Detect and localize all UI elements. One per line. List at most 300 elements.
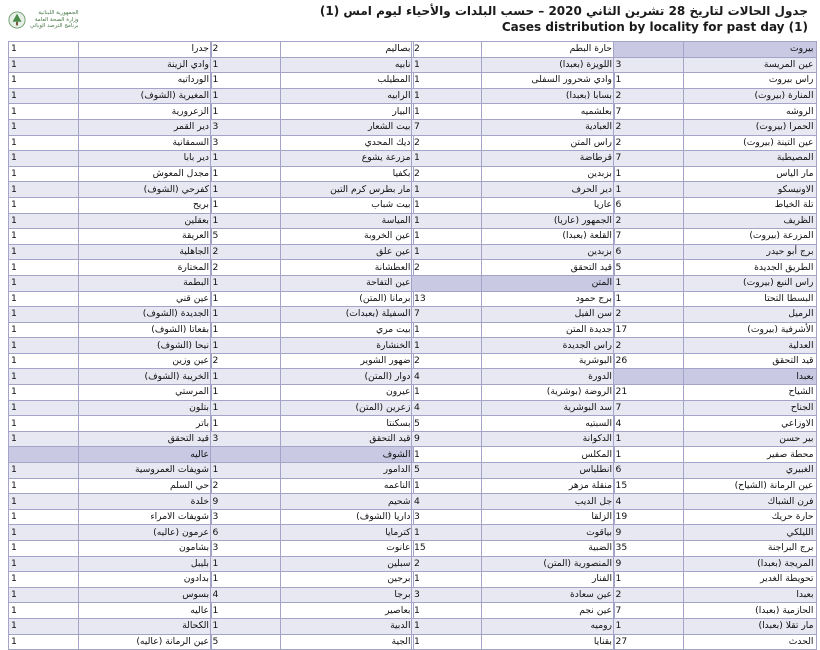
locality-name: ضهور الشوير xyxy=(280,353,413,369)
case-count: 1 xyxy=(9,275,79,291)
case-count: 1 xyxy=(613,431,683,447)
case-count: 19 xyxy=(613,509,683,525)
case-count: 35 xyxy=(613,541,683,557)
case-count: 1 xyxy=(412,197,482,213)
case-count: 1 xyxy=(9,291,79,307)
locality-name: دير القمر xyxy=(79,119,212,135)
case-count: 1 xyxy=(9,353,79,369)
case-count: 1 xyxy=(9,572,79,588)
locality-name: بكفيا xyxy=(280,166,413,182)
case-count: 2 xyxy=(210,353,280,369)
locality-name: نيحا (الشوف) xyxy=(79,338,212,354)
locality-name: بصاليم xyxy=(280,42,413,58)
locality-name: عين الخروبة xyxy=(280,229,413,245)
case-count: 5 xyxy=(412,416,482,432)
case-count: 1 xyxy=(210,291,280,307)
table-row xyxy=(613,197,816,213)
locality-name: بعلشميه xyxy=(482,104,615,120)
case-count: 4 xyxy=(210,587,280,603)
locality-name: دير بابا xyxy=(79,151,212,167)
table-row xyxy=(412,478,615,494)
table-row xyxy=(210,634,413,650)
table-row xyxy=(210,291,413,307)
locality-name: الدامور xyxy=(280,463,413,479)
locality-name: بتلون xyxy=(79,400,212,416)
locality-name: عين سعادة xyxy=(482,587,615,603)
locality-name: المنارة (بيروت) xyxy=(683,88,816,104)
table-row xyxy=(412,618,615,634)
case-count: 1 xyxy=(412,229,482,245)
case-count: 9 xyxy=(210,494,280,510)
case-count: 1 xyxy=(210,57,280,73)
table-row xyxy=(210,42,413,58)
cases-table xyxy=(411,41,615,650)
locality-name: قيد التحقق xyxy=(280,431,413,447)
table-row xyxy=(210,494,413,510)
table-row xyxy=(9,634,212,650)
case-count: 1 xyxy=(9,509,79,525)
locality-name: عاريا xyxy=(482,197,615,213)
case-count: 5 xyxy=(613,260,683,276)
table-row xyxy=(613,494,816,510)
case-count: 1 xyxy=(412,634,482,650)
table-row xyxy=(9,213,212,229)
case-count: 1 xyxy=(613,291,683,307)
table-row xyxy=(210,104,413,120)
table-row xyxy=(412,307,615,323)
table-row xyxy=(9,431,212,447)
table-row xyxy=(210,260,413,276)
table-row xyxy=(412,416,615,432)
locality-name: راس النبع (بيروت) xyxy=(683,275,816,291)
table-row xyxy=(412,541,615,557)
locality-name: باتر xyxy=(79,416,212,432)
district-header-row xyxy=(9,447,212,463)
case-count: 1 xyxy=(9,88,79,104)
case-count: 1 xyxy=(412,88,482,104)
logo-line-2: وزارة الصحة العامة xyxy=(34,16,79,23)
case-count: 15 xyxy=(412,541,482,557)
table-row xyxy=(613,322,816,338)
locality-name: منقلة مزهر xyxy=(482,478,615,494)
case-count: 1 xyxy=(9,166,79,182)
table-row xyxy=(412,322,615,338)
table-row xyxy=(412,338,615,354)
locality-name: بيت الشعار xyxy=(280,119,413,135)
case-count: 9 xyxy=(613,525,683,541)
case-count: 1 xyxy=(613,447,683,463)
table-row xyxy=(210,587,413,603)
case-count: 1 xyxy=(412,57,482,73)
locality-name: قيد التحقق xyxy=(79,431,212,447)
case-count: 1 xyxy=(9,244,79,260)
table-row xyxy=(412,88,615,104)
locality-name: بير حسن xyxy=(683,431,816,447)
case-count: 1 xyxy=(210,213,280,229)
case-count: 1 xyxy=(9,42,79,58)
case-count: 3 xyxy=(210,431,280,447)
locality-name: الناعمه xyxy=(280,478,413,494)
table-row xyxy=(9,478,212,494)
locality-name: الجاهلية xyxy=(79,244,212,260)
locality-name: بليبل xyxy=(79,556,212,572)
locality-name: الفنار xyxy=(482,572,615,588)
case-count: 2 xyxy=(412,556,482,572)
locality-name: راس الجديدة xyxy=(482,338,615,354)
case-count: 15 xyxy=(613,478,683,494)
case-count: 1 xyxy=(9,634,79,650)
table-row xyxy=(613,307,816,323)
table-row xyxy=(9,119,212,135)
table-row xyxy=(210,73,413,89)
case-count: 3 xyxy=(210,509,280,525)
locality-name: راس بيروت xyxy=(683,73,816,89)
case-count: 1 xyxy=(9,400,79,416)
table-row xyxy=(9,135,212,151)
table-row xyxy=(210,119,413,135)
case-count: 1 xyxy=(210,275,280,291)
table-row xyxy=(9,88,212,104)
table-row xyxy=(613,260,816,276)
case-count: 1 xyxy=(613,73,683,89)
locality-name: سن الفيل xyxy=(482,307,615,323)
case-count: 1 xyxy=(412,151,482,167)
locality-name: مار بطرس كرم التين xyxy=(280,182,413,198)
case-count: 7 xyxy=(613,603,683,619)
case-count: 1 xyxy=(9,73,79,89)
case-count: 2 xyxy=(412,260,482,276)
locality-name: سبلين xyxy=(280,556,413,572)
case-count: 7 xyxy=(613,151,683,167)
case-count: 2 xyxy=(412,353,482,369)
case-count: 1 xyxy=(210,182,280,198)
table-row xyxy=(613,135,816,151)
case-count: 1 xyxy=(9,494,79,510)
case-count: 1 xyxy=(9,463,79,479)
table-row xyxy=(613,478,816,494)
locality-name: العريقة xyxy=(79,229,212,245)
table-row xyxy=(613,73,816,89)
case-count: 4 xyxy=(613,416,683,432)
district-header-row xyxy=(613,369,816,385)
table-row xyxy=(412,291,615,307)
locality-name: عين الرمانة (الشياح) xyxy=(683,478,816,494)
table-row xyxy=(9,275,212,291)
table-row xyxy=(9,104,212,120)
table-row xyxy=(412,135,615,151)
locality-name: بيت مري xyxy=(280,322,413,338)
table-row xyxy=(210,213,413,229)
locality-name: برجا xyxy=(280,587,413,603)
locality-name: الجديدة (الشوف) xyxy=(79,307,212,323)
case-count: 1 xyxy=(412,73,482,89)
locality-name: المصيطبة xyxy=(683,151,816,167)
table-row xyxy=(9,151,212,167)
table-row xyxy=(412,494,615,510)
case-count: 1 xyxy=(613,572,683,588)
case-count: 1 xyxy=(9,556,79,572)
table-row xyxy=(9,42,212,58)
table-row xyxy=(9,587,212,603)
locality-name: مزرعة يشوع xyxy=(280,151,413,167)
locality-name: مار تقلا (بعبدا) xyxy=(683,618,816,634)
table-row xyxy=(9,307,212,323)
cedar-logo-icon xyxy=(8,11,26,29)
locality-name: ديك المحدي xyxy=(280,135,413,151)
locality-name: تلة الخياط xyxy=(683,197,816,213)
case-count: 1 xyxy=(9,229,79,245)
locality-name: المنصورية (المتن) xyxy=(482,556,615,572)
table-row xyxy=(412,42,615,58)
table-row xyxy=(412,119,615,135)
table-row xyxy=(210,244,413,260)
locality-name: المكلس xyxy=(482,447,615,463)
case-count: 4 xyxy=(412,400,482,416)
locality-name: السبتيه xyxy=(482,416,615,432)
table-row xyxy=(210,603,413,619)
table-row xyxy=(210,525,413,541)
locality-name: محطة صفير xyxy=(683,447,816,463)
table-row xyxy=(412,166,615,182)
case-count: 1 xyxy=(9,618,79,634)
case-count: 1 xyxy=(210,572,280,588)
column-group xyxy=(8,41,210,650)
locality-name: الظريف xyxy=(683,213,816,229)
locality-name: جديدة المتن xyxy=(482,322,615,338)
locality-name: العبادية xyxy=(482,119,615,135)
case-count: 1 xyxy=(412,338,482,354)
case-count: 1 xyxy=(412,385,482,401)
locality-name: برج حمود xyxy=(482,291,615,307)
table-row xyxy=(412,229,615,245)
case-count: 7 xyxy=(412,119,482,135)
locality-name: وادي شحرور السفلى xyxy=(482,73,615,89)
district-header-row xyxy=(210,447,413,463)
district-name: بعبدا xyxy=(683,369,816,385)
table-row xyxy=(210,275,413,291)
table-row xyxy=(210,431,413,447)
case-count: 1 xyxy=(9,385,79,401)
table-row xyxy=(613,525,816,541)
table-row xyxy=(613,119,816,135)
table-row xyxy=(613,447,816,463)
table-row xyxy=(9,525,212,541)
case-count: 3 xyxy=(210,135,280,151)
table-row xyxy=(210,556,413,572)
table-row xyxy=(412,260,615,276)
case-count: 1 xyxy=(210,369,280,385)
logo-line-1: الجمهورية اللبنانية xyxy=(38,10,79,17)
district-name: الشوف xyxy=(280,447,413,463)
table-row xyxy=(613,182,816,198)
table-row xyxy=(613,338,816,354)
locality-name: المطيلب xyxy=(280,73,413,89)
locality-name: العدلية xyxy=(683,338,816,354)
locality-name: اللويزة (بعبدا) xyxy=(482,57,615,73)
table-row xyxy=(210,182,413,198)
case-count: 1 xyxy=(210,322,280,338)
case-count xyxy=(210,447,280,463)
locality-name: الدورة xyxy=(482,369,615,385)
table-row xyxy=(613,618,816,634)
table-row xyxy=(9,416,212,432)
locality-name: حي السلم xyxy=(79,478,212,494)
case-count: 1 xyxy=(412,213,482,229)
case-count: 1 xyxy=(9,197,79,213)
locality-name: المريجة (بعبدا) xyxy=(683,556,816,572)
case-count: 26 xyxy=(613,353,683,369)
case-count: 1 xyxy=(9,213,79,229)
case-count: 13 xyxy=(412,291,482,307)
case-count: 1 xyxy=(9,104,79,120)
locality-name: المزرعة (بيروت) xyxy=(683,229,816,245)
case-count: 1 xyxy=(9,182,79,198)
locality-name: بشامون xyxy=(79,541,212,557)
page-title-arabic: جدول الحالات لتاريخ 28 تشرين الثاني 2020 – حسب البلدات والأحياء ليوم امس (1) xyxy=(319,4,808,18)
case-count: 1 xyxy=(412,572,482,588)
table-row xyxy=(613,104,816,120)
table-row xyxy=(412,213,615,229)
locality-name: الجمهور (عاريا) xyxy=(482,213,615,229)
locality-name: البطمة xyxy=(79,275,212,291)
locality-name: الجناح xyxy=(683,400,816,416)
locality-name: برج أبو حيدر xyxy=(683,244,816,260)
table-row xyxy=(210,463,413,479)
locality-name: كفرحي (الشوف) xyxy=(79,182,212,198)
table-row xyxy=(9,541,212,557)
case-count: 1 xyxy=(412,525,482,541)
case-count: 1 xyxy=(210,166,280,182)
locality-name: السفيلة (بعبدات) xyxy=(280,307,413,323)
locality-name: راس المتن xyxy=(482,135,615,151)
locality-name: الزلقا xyxy=(482,509,615,525)
cases-table-grid xyxy=(8,41,814,650)
case-count: 7 xyxy=(613,400,683,416)
table-row xyxy=(613,634,816,650)
case-count: 2 xyxy=(412,166,482,182)
case-count: 1 xyxy=(210,385,280,401)
table-row xyxy=(613,416,816,432)
case-count: 1 xyxy=(412,104,482,120)
table-row xyxy=(412,385,615,401)
ministry-logo xyxy=(8,8,128,32)
district-header-row xyxy=(613,42,816,58)
table-row xyxy=(613,88,816,104)
locality-name: عين التينة (بيروت) xyxy=(683,135,816,151)
locality-name: عين الرمانة (عاليه) xyxy=(79,634,212,650)
locality-name: بسوس xyxy=(79,587,212,603)
case-count: 27 xyxy=(613,634,683,650)
locality-name: الخنشارة xyxy=(280,338,413,354)
column-group xyxy=(210,41,412,650)
table-row xyxy=(613,509,816,525)
case-count: 1 xyxy=(9,603,79,619)
case-count: 1 xyxy=(9,525,79,541)
locality-name: عرمون (عاليه) xyxy=(79,525,212,541)
table-row xyxy=(9,618,212,634)
locality-name: عين علق xyxy=(280,244,413,260)
table-row xyxy=(412,57,615,73)
locality-name: عيرون xyxy=(280,385,413,401)
case-count: 1 xyxy=(210,307,280,323)
locality-name: الحازمية (بعبدا) xyxy=(683,603,816,619)
case-count: 1 xyxy=(613,275,683,291)
table-row xyxy=(210,572,413,588)
locality-name: زعرين (المتن) xyxy=(280,400,413,416)
table-row xyxy=(412,151,615,167)
table-row xyxy=(9,509,212,525)
case-count: 1 xyxy=(210,338,280,354)
table-row xyxy=(9,400,212,416)
locality-name: الدبية xyxy=(280,618,413,634)
logo-text xyxy=(30,10,79,30)
case-count: 1 xyxy=(412,618,482,634)
locality-name: عين المريسة xyxy=(683,57,816,73)
case-count: 6 xyxy=(613,244,683,260)
case-count: 2 xyxy=(613,213,683,229)
locality-name: حارة البطم xyxy=(482,42,615,58)
table-row xyxy=(210,197,413,213)
table-row xyxy=(412,431,615,447)
case-count: 1 xyxy=(9,369,79,385)
case-count: 1 xyxy=(9,338,79,354)
case-count: 1 xyxy=(9,135,79,151)
locality-name: المياسة xyxy=(280,213,413,229)
table-row xyxy=(613,463,816,479)
case-count: 6 xyxy=(210,525,280,541)
case-count xyxy=(613,369,683,385)
case-count: 4 xyxy=(412,494,482,510)
locality-name: بزبدين xyxy=(482,244,615,260)
locality-name: الضبية xyxy=(482,541,615,557)
case-count: 1 xyxy=(9,151,79,167)
locality-name: الحدث xyxy=(683,634,816,650)
locality-name: الروضة (بوشرية) xyxy=(482,385,615,401)
locality-name: الاوزاعي xyxy=(683,416,816,432)
table-row xyxy=(9,385,212,401)
table-row xyxy=(613,151,816,167)
locality-name: سد البوشرية xyxy=(482,400,615,416)
locality-name: بعقلين xyxy=(79,213,212,229)
district-header-row xyxy=(412,275,615,291)
district-name: بيروت xyxy=(683,42,816,58)
case-count: 2 xyxy=(613,135,683,151)
case-count: 7 xyxy=(412,307,482,323)
locality-name: المغيرية (الشوف) xyxy=(79,88,212,104)
case-count: 1 xyxy=(210,463,280,479)
locality-name: فرن الشباك xyxy=(683,494,816,510)
locality-name: القلعة (بعبدا) xyxy=(482,229,615,245)
table-row xyxy=(210,57,413,73)
locality-name: عين قني xyxy=(79,291,212,307)
table-row xyxy=(412,197,615,213)
table-row xyxy=(9,166,212,182)
locality-name: الكحالة xyxy=(79,618,212,634)
locality-name: بعاصير xyxy=(280,603,413,619)
case-count: 2 xyxy=(613,307,683,323)
case-count xyxy=(613,42,683,58)
locality-name: دوار (المتن) xyxy=(280,369,413,385)
table-row xyxy=(210,353,413,369)
locality-name: الروشه xyxy=(683,104,816,120)
locality-name: دير الحرف xyxy=(482,182,615,198)
table-row xyxy=(412,73,615,89)
case-count: 1 xyxy=(412,478,482,494)
case-count: 1 xyxy=(412,603,482,619)
case-count: 2 xyxy=(210,244,280,260)
table-row xyxy=(9,244,212,260)
locality-name: المرستي xyxy=(79,385,212,401)
